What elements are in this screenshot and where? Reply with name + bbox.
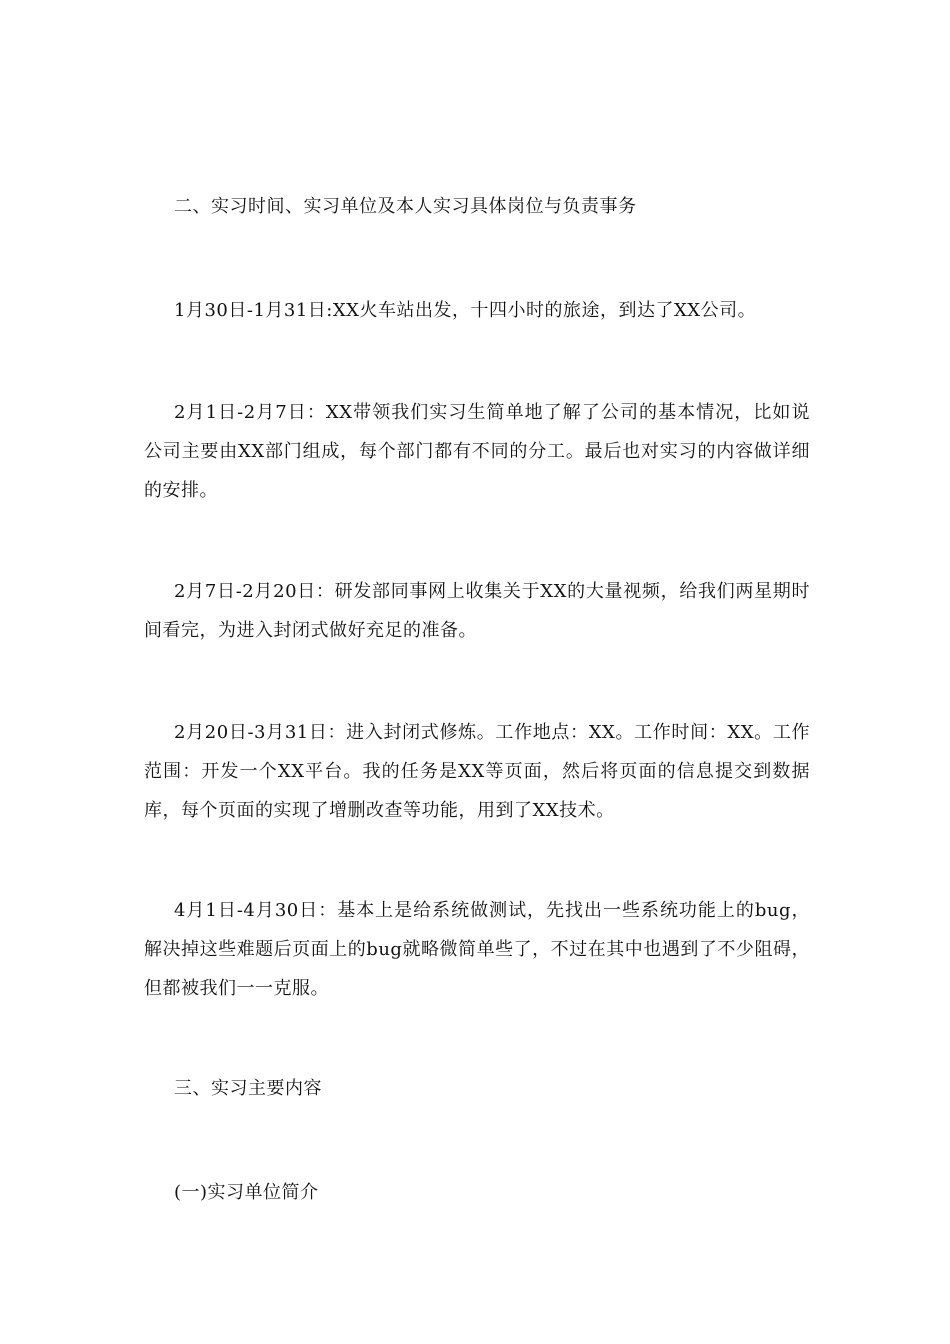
paragraph-schedule-3: 2月7日-2月20日：研发部同事网上收集关于XX的大量视频，给我们两星期时间看完，为进入封闭式做好充足的准备。 (144, 581, 810, 641)
subsection-heading-1: (一)实习单位简介 (174, 1182, 319, 1203)
paragraph-schedule-4: 2月20日-3月31日：进入封闭式修炼。工作地点：XX。工作时间：XX。工作范围：开发一个XX平台。我的任务是XX等页面，然后将页面的信息提交到数据库，每个页面的实现了增删改查等功能，用到了XX技术。 (144, 722, 810, 821)
paragraph-schedule-1: 1月30日-1月31日:XX火车站出发，十四小时的旅途，到达了XX公司。 (174, 300, 757, 321)
paragraph-schedule-2: 2月1日-2月7日：XX带领我们实习生简单地了解了公司的基本情况，比如说公司主要由XX部门组成，每个部门都有不同的分工。最后也对实习的内容做详细的安排。 (144, 402, 810, 501)
paragraph-schedule-5: 4月1日-4月30日：基本上是给系统做测试，先找出一些系统功能上的bug，解决掉这些难题后页面上的bug就略微简单些了，不过在其中也遇到了不少阻碍，但都被我们一一克服。 (144, 900, 810, 999)
section-heading-3: 三、实习主要内容 (174, 1078, 322, 1099)
section-heading-2: 二、实习时间、实习单位及本人实习具体岗位与负责事务 (174, 196, 637, 217)
